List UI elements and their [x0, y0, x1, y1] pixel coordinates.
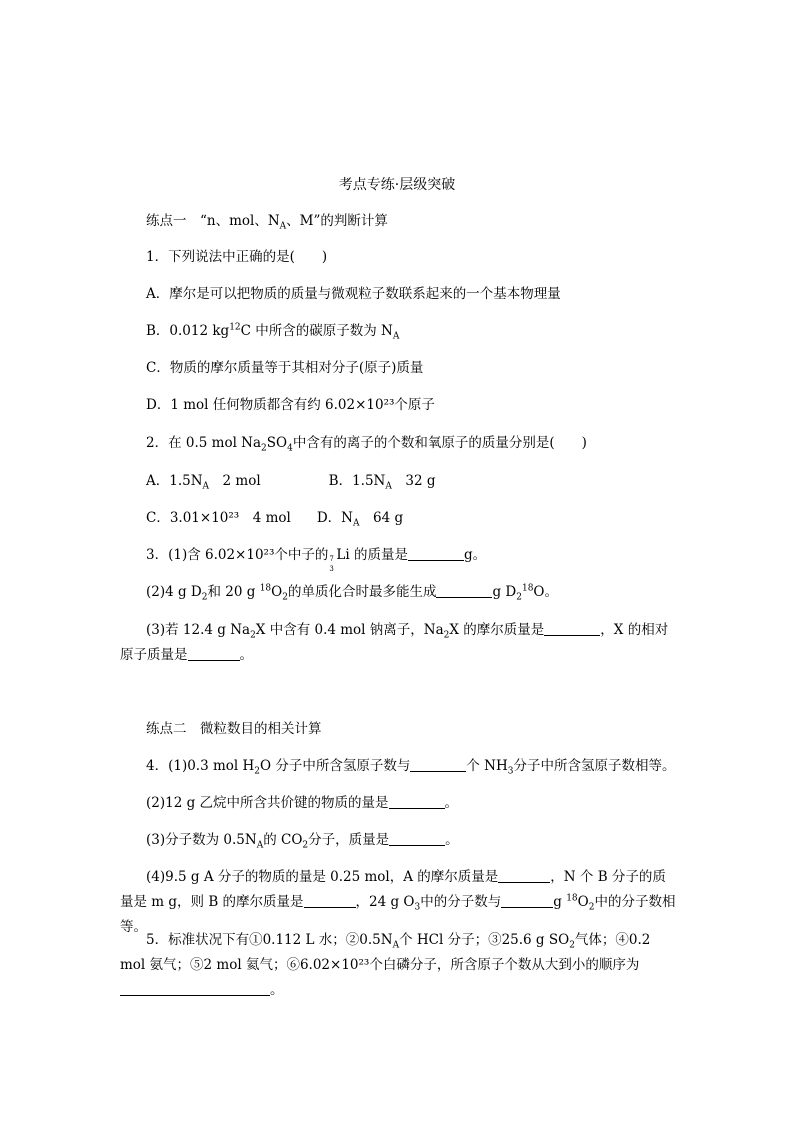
question-2-options-ab: A．$1.5N_A$ 2 mol B．$1.5N_A$ 32 g: [146, 473, 436, 492]
question-5: 5．标准状况下有①0.112 L 水；$②0.5N_A$个 HCl 分子；③25.6 g $SO_2$气体；④0.2 mol 氨气；⑤2 mol 氦气；⑥6.02×10²³个白磷分子，所含原子个数从大到小的顺序为。: [120, 932, 651, 998]
answer-blank[interactable]: [501, 894, 553, 908]
question-3-part-3: (3)若 12.4 g $Na_2X$ 中含有 0.4 mol 钠离子，$Na_2X$ 的摩尔质量是 ，X 的相对原子质量是 。: [120, 622, 669, 663]
question-3-part-1: 3．(1)含 6.02×10²³个中子的 7 3 Li 的质量是 g。: [146, 547, 487, 573]
question-4-part-1: 4．(1)0.3 mol $H_2O$ 分子中所含氢原子数与 个 $NH_3$分子中所含氢原子数相等。: [146, 758, 676, 777]
section-heading-1: 练点一 “n、mol、$N_A$、M”的判断计算: [146, 213, 388, 232]
question-2-options-cd: C．3.01×10²³ 4 mol D．$N_A$ 64 g: [146, 510, 404, 529]
answer-blank[interactable]: [304, 894, 356, 908]
answer-blank[interactable]: [544, 622, 600, 636]
question-3-part-2: (2)4 g $D_2$和 20 g $^{18}O_2$的单质化合时最多能生成 g $D_2^{18}O$。: [146, 583, 558, 603]
answer-blank[interactable]: [188, 647, 240, 661]
question-4-part-4: (4)9.5 g A 分子的物质的量是 0.25 mol，A 的摩尔质量是 ，N 个 B 分子的质量是 m g，则 B 的摩尔质量是 ，24 g $O_3$中的分子数与 g $^{18}O_2$中的分子数相等。: [120, 869, 676, 935]
question-1-option-a: A．摩尔是可以把物质的质量与微观粒子数联系起来的一个基本物理量: [146, 286, 561, 302]
question-2-stem: 2．在 0.5 mol $Na_2SO_4$中含有的离子的个数和氧原子的质量分别是( ): [146, 435, 587, 454]
page-title: 考点专练·层级突破: [338, 177, 456, 193]
question-1-option-b: B．0.012 $kg^{12}C$ 中所含的碳原子数为 $N_A$: [146, 322, 400, 342]
answer-blank[interactable]: [436, 584, 492, 598]
answer-blank[interactable]: [410, 758, 466, 772]
section-heading-2: 练点二 微粒数目的相关计算: [146, 721, 322, 737]
question-4-part-3: (3)分子数为 $0.5N_A$的 $CO_2$分子，质量是 。: [146, 832, 459, 851]
answer-blank[interactable]: [408, 547, 464, 561]
question-1-stem: 1．下列说法中正确的是( ): [146, 249, 328, 265]
answer-blank[interactable]: [389, 795, 445, 809]
question-1-option-d: D．1 mol 任何物质都含有约 6.02×10²³个原子: [146, 397, 435, 413]
question-1-option-c: C．物质的摩尔质量等于其相对分子(原子)质量: [146, 360, 424, 376]
answer-blank[interactable]: [389, 832, 445, 846]
question-4-part-2: (2)12 g 乙烷中所含共价键的物质的量是 。: [146, 795, 459, 811]
answer-blank[interactable]: [120, 982, 270, 996]
answer-blank[interactable]: [498, 869, 550, 883]
